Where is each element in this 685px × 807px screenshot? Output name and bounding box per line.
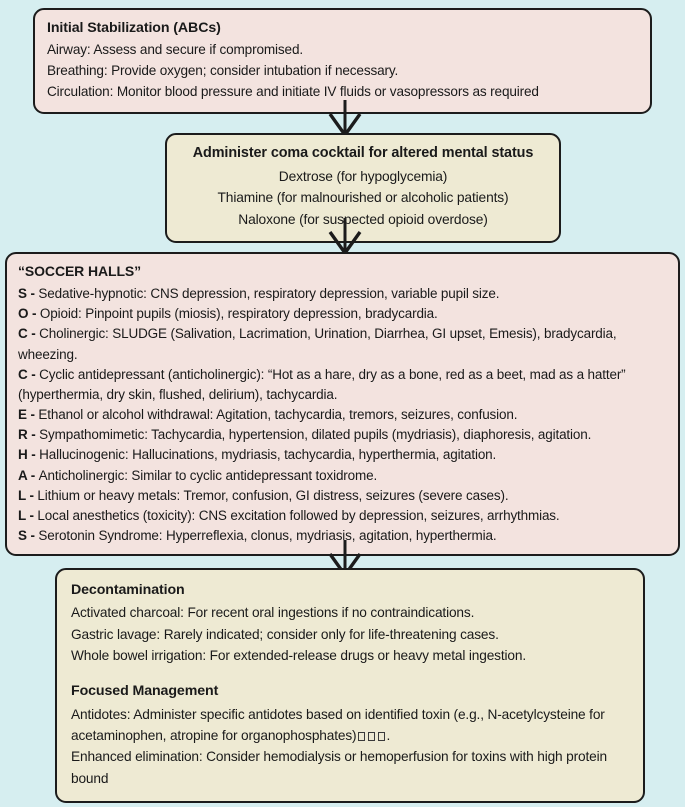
missing-glyph-icon-3 (378, 732, 385, 741)
coma-line-thiamine: Thiamine (for malnourished or alcoholic patients) (217, 190, 509, 206)
soccer-text-s2: Serotonin Syndrome: Hyperreflexia, clonus, mydriasis, agitation, hyperthermia. (38, 528, 497, 544)
soccer-entry-c-cholinergic: C - Cholinergic: SLUDGE (Salivation, Lacrimation, Urination, Diarrhea, GI upset, Emesis), bradycardia, wheezing. (18, 326, 617, 362)
soccer-text-o: Opioid: Pinpoint pupils (miosis), respiratory depression, bradycardia. (39, 306, 438, 322)
soccer-letter-l2: L (18, 507, 26, 523)
soccer-text-l2: Local anesthetics (toxicity): CNS excitation followed by depression, seizures, arrhythmias. (37, 507, 560, 523)
soccer-entry-e-ethanol: E - Ethanol or alcohol withdrawal: Agitation, tachycardia, tremors, seizures, confusion. (18, 407, 518, 423)
missing-glyph-icon-2 (368, 732, 375, 741)
soccer-text-l1: Lithium or heavy metals: Tremor, confusion, GI distress, seizures (severe cases). (37, 487, 509, 503)
soccer-entry-r-sympathomimetic: R - Sympathomimetic: Tachycardia, hypertension, dilated pupils (mydriasis), diaphoresis, agitation. (18, 427, 592, 443)
arrow-coma-to-soccer-icon (318, 218, 372, 256)
decon-line-charcoal: Activated charcoal: For recent oral ingestions if no contraindications. (71, 605, 475, 621)
soccer-entry-h-hallucinogenic: H - Hallucinogenic: Hallucinations, mydriasis, tachycardia, hyperthermia, agitation. (18, 447, 497, 463)
soccer-entry-l-lithium: L - Lithium or heavy metals: Tremor, confusion, GI distress, seizures (severe cases). (18, 487, 509, 503)
soccer-text-e: Ethanol or alcohol withdrawal: Agitation, tachycardia, tremors, seizures, confusion. (38, 407, 518, 423)
node-decontamination-management (55, 568, 645, 803)
soccer-entry-c-cyclic: C - Cyclic antidepressant (anticholinergic): “Hot as a hare, dry as a bone, red as a beet, mad as a hatter” (hyperthermia, dry skin, flushed, delirium), tachycardia. (18, 366, 626, 402)
focused-line-antidotes (71, 704, 629, 747)
node-coma-cocktail-title: Administer coma cocktail for altered mental status (192, 145, 534, 161)
soccer-entry-s-sedative: S - Sedative-hypnotic: CNS depression, respiratory depression, variable pupil size. (18, 286, 500, 301)
soccer-text-a: Anticholinergic: Similar to cyclic antidepressant toxidrome. (38, 467, 378, 483)
soccer-letter-e: E (18, 407, 27, 423)
decon-line-lavage: Gastric lavage: Rarely indicated; consider only for life-threatening cases. (71, 626, 499, 642)
soccer-letter-a: A (18, 467, 28, 483)
soccer-text-r: Sympathomimetic: Tachycardia, hypertension, dilated pupils (mydriasis), diaphoresis, agitation. (39, 427, 592, 443)
soccer-entry-o-opioid: O - Opioid: Pinpoint pupils (miosis), respiratory depression, bradycardia. (18, 306, 438, 322)
soccer-text-s1: Sedative-hypnotic: CNS depression, respiratory depression, variable pupil size. (38, 286, 500, 301)
initial-line-airway: Airway: Assess and secure if compromised. (47, 42, 304, 58)
coma-line-dextrose: Dextrose (for hypoglycemia) (278, 168, 448, 184)
initial-line-circulation: Circulation: Monitor blood pressure and initiate IV fluids or vasopressors as required (47, 83, 539, 99)
soccer-letter-s2: S (18, 528, 27, 544)
node-soccer-halls-title: “SOCCER HALLS” (18, 263, 142, 279)
soccer-text-h: Hallucinogenic: Hallucinations, mydriasis, tachycardia, hyperthermia, agitation. (39, 447, 497, 463)
soccer-entry-l-local-anesthetics: L - Local anesthetics (toxicity): CNS excitation followed by depression, seizures, arrhythmias. (18, 507, 560, 523)
soccer-letter-c2: C (18, 366, 28, 382)
decon-line-irrigation: Whole bowel irrigation: For extended-release drugs or heavy metal ingestion. (71, 648, 526, 664)
initial-line-breathing: Breathing: Provide oxygen; consider intubation if necessary. (47, 62, 399, 78)
coma-line-naloxone: Naloxone (for suspected opioid overdose) (238, 212, 488, 228)
node-decontamination-title: Decontamination (71, 582, 185, 598)
soccer-letter-h: H (18, 447, 28, 463)
section-spacer (71, 666, 629, 681)
soccer-text-c2: Cyclic antidepressant (anticholinergic): “Hot as a hare, dry as a bone, red as a beet, mad as a hatter” (hyperthermia, dry skin, flushed, delirium), tachycardia. (18, 366, 626, 402)
soccer-entry-a-anticholinergic: A - Anticholinergic: Similar to cyclic antidepressant toxidrome. (18, 467, 378, 483)
soccer-text-c1: Cholinergic: SLUDGE (Salivation, Lacrimation, Urination, Diarrhea, GI upset, Emesis), bradycardia, wheezing. (18, 326, 617, 362)
node-initial-stabilization-title: Initial Stabilization (ABCs) (47, 20, 221, 36)
node-initial-stabilization (33, 8, 652, 114)
focused-antidotes-text: Antidotes: Administer specific antidotes based on identified toxin (e.g., N-acetylcysteine for acetaminophen, atropine for organophosphates) (71, 706, 605, 744)
node-soccer-halls (5, 252, 680, 556)
focused-antidotes-period: . (386, 728, 391, 744)
soccer-letter-c1: C (18, 326, 28, 342)
soccer-letter-l1: L (18, 487, 26, 503)
missing-glyph-icon-1 (358, 732, 365, 741)
node-focused-management-title: Focused Management (71, 683, 219, 700)
soccer-letter-o: O (18, 306, 29, 322)
soccer-letter-s1: S (18, 286, 27, 301)
focused-line-enhanced-elimination: Enhanced elimination: Consider hemodialysis or hemoperfusion for toxins with high protein bound (71, 749, 607, 786)
soccer-entry-s-serotonin: S - Serotonin Syndrome: Hyperreflexia, clonus, mydriasis, agitation, hyperthermia. (18, 528, 497, 544)
soccer-letter-r: R (18, 427, 28, 443)
